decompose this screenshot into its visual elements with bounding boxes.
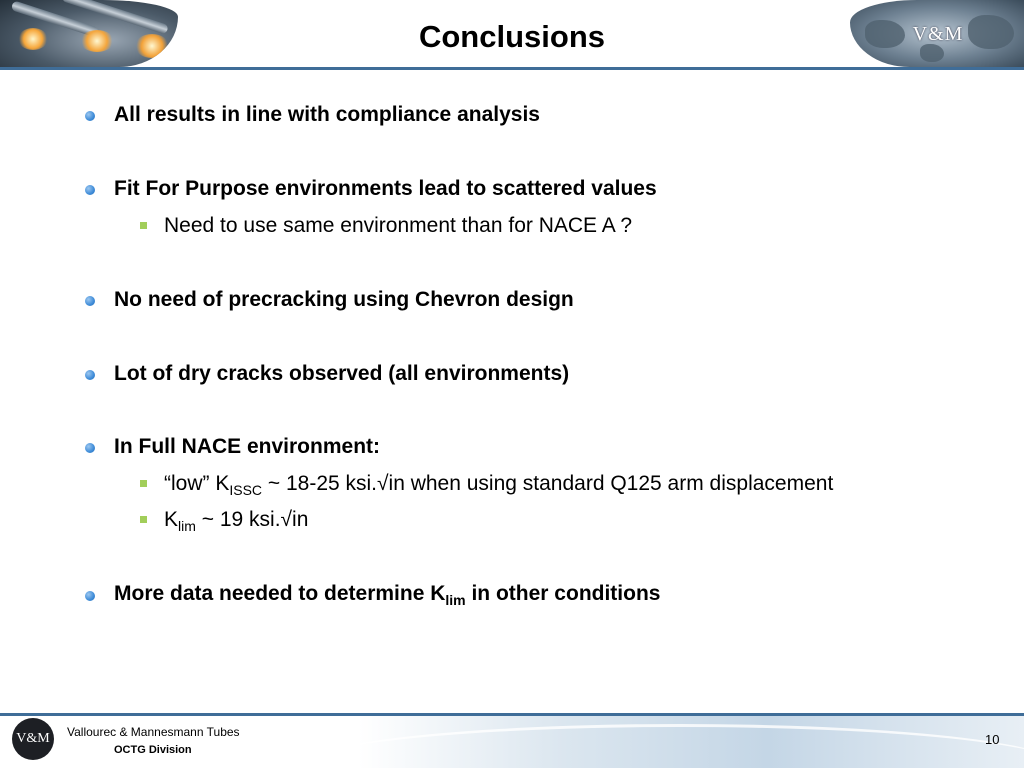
slide-header [0, 0, 1024, 70]
slide-footer [0, 716, 1024, 768]
sub-bullet-klim: $K_{lim}$ ~ 19 ksi.√in [164, 508, 309, 534]
vm-logo-watermark: V&M [912, 23, 964, 45]
bullet-icon [85, 591, 95, 601]
company-name: Vallourec & Mannesmann Tubes [67, 725, 240, 739]
bullet-compliance: All results in line with compliance analysis [114, 103, 540, 126]
sub-bullet-kissc: “low” $K_{ISSC}$ ~ 18-25 ksi.√in when using standard Q125 arm displacement [164, 472, 834, 498]
sub-bullet-icon [140, 480, 147, 487]
bullet-precracking: No need of precracking using Chevron design [114, 288, 574, 311]
sub-bullet-environment: Need to use same environment than for NACE A ? [164, 214, 633, 237]
bullet-fit-for-purpose: Fit For Purpose environments lead to scattered values [114, 177, 657, 200]
slide-title: Conclusions [418, 19, 605, 54]
sub-bullet-icon [140, 222, 147, 229]
bullet-icon [85, 111, 95, 121]
division-name: OCTG Division [114, 744, 192, 756]
bullet-dry-cracks: Lot of dry cracks observed (all environments) [114, 362, 570, 385]
bullet-icon [85, 443, 95, 453]
bullet-full-nace: In Full NACE environment: [114, 435, 381, 458]
bullet-icon [85, 370, 95, 380]
steel-pipes-photo [0, 0, 178, 67]
sub-bullet-icon [140, 516, 147, 523]
header-divider [0, 67, 1024, 70]
world-map-logo-image [850, 0, 1024, 67]
bullet-more-data: More data needed to determine $K_{lim}$ in other conditions [114, 582, 661, 608]
page-number: 10 [985, 732, 1000, 747]
vm-logo: V&M [12, 718, 54, 760]
bullet-icon [85, 296, 95, 306]
bullet-icon [85, 185, 95, 195]
